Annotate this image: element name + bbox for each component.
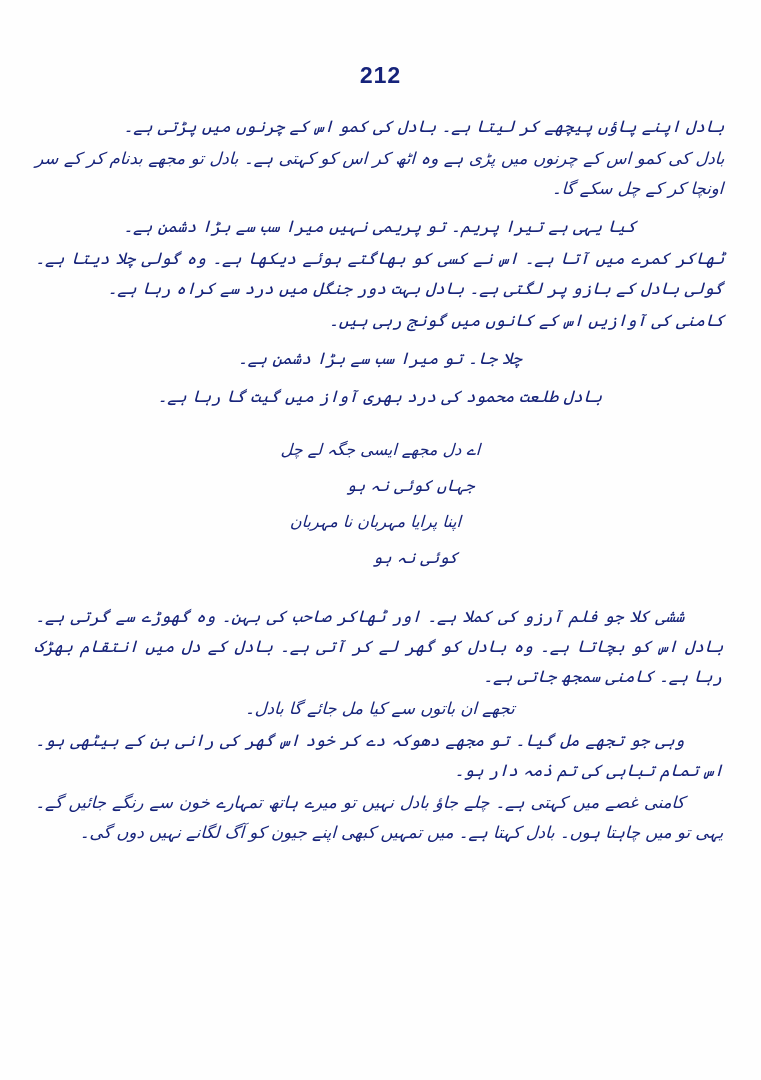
verse-line-1: اے دل مجھے ایسی جگہ لے چل — [280, 440, 481, 459]
paragraph-9: تجھے ان باتوں سے کیا مل جائے گا بادل۔ — [244, 699, 516, 718]
verse-line-3: اپنا پرایا مہربان نا مہربان — [289, 512, 462, 531]
song-verse — [36, 432, 725, 576]
spacer — [36, 580, 725, 602]
paragraph-2: بادل کی کمو اس کے چرنوں میں پڑی ہے وہ اٹھ کر اس کو کہتی ہے۔ بادل تو مجھے بدنام کر کے سر اونچا کر کے چل سکے گا۔ — [35, 149, 725, 198]
paragraph-10: وہی جو تجھے مل گیا۔ تو مجھے دھوکہ دے کر خود اس گھر کی رانی بن کے بیٹھی ہو۔ اس تمام تباہی کی تم ذمہ دار ہو۔ — [35, 731, 724, 780]
paragraph-8: ششی کلا جو فلم آرزو کی کملا ہے۔ اور ٹھاکر صاحب کی بہن۔ وہ گھوڑے سے گرتی ہے۔ بادل اس کو بچاتا ہے۔ وہ بادل کو گھر لے کر آتی ہے۔ بادل کے دل میں انتقام بھڑک رہا ہے۔ کامنی سمجھ جاتی ہے۔ — [34, 607, 724, 686]
paragraph-11: کامنی غصے میں کہتی ہے۔ چلے جاؤ بادل نہیں تو میرے ہاتھ تمہارے خون سے رنگے جائیں گے۔ یہی تو میں چاہتا ہوں۔ بادل کہتا ہے۔ میں تمہیں کبھی اپنے جیون کو آگ لگانے نہیں دوں گی۔ — [35, 793, 724, 842]
paragraph-4: ٹھاکر کمرے میں آتا ہے۔ اس نے کسی کو بھاگتے ہوئے دیکھا ہے۔ وہ گولی چلا دیتا ہے۔ گولی بادل کے بازو پر لگتی ہے۔ بادل بہت دور جنگل میں درد سے کراہ رہا ہے۔ — [35, 249, 725, 298]
page-body — [36, 112, 725, 850]
page-number: 212 — [359, 62, 402, 88]
spacer — [36, 414, 725, 428]
paragraph-5: کامنی کی آوازیں اس کے کانوں میں گونج رہی ہیں۔ — [328, 311, 725, 330]
verse-line-2: جہاں کوئی نہ ہو — [346, 476, 475, 495]
paragraph-6: چلا جا۔ تو میرا سب سے بڑا دشمن ہے۔ — [237, 349, 523, 368]
verse-line-4: کوئی نہ ہو — [372, 548, 459, 567]
paragraph-3: کیا یہی ہے تیرا پریم۔ تو پریمی نہیں میرا سب سے بڑا دشمن ہے۔ — [123, 217, 637, 236]
paragraph-1: بادل اپنے پاؤں پیچھے کر لیتا ہے۔ بادل کی کمو اس کے چرنوں میں پڑتی ہے۔ — [123, 117, 725, 136]
paragraph-7: بادل طلعت محمود کی درد بھری آواز میں گیت گا رہا ہے۔ — [157, 387, 603, 406]
